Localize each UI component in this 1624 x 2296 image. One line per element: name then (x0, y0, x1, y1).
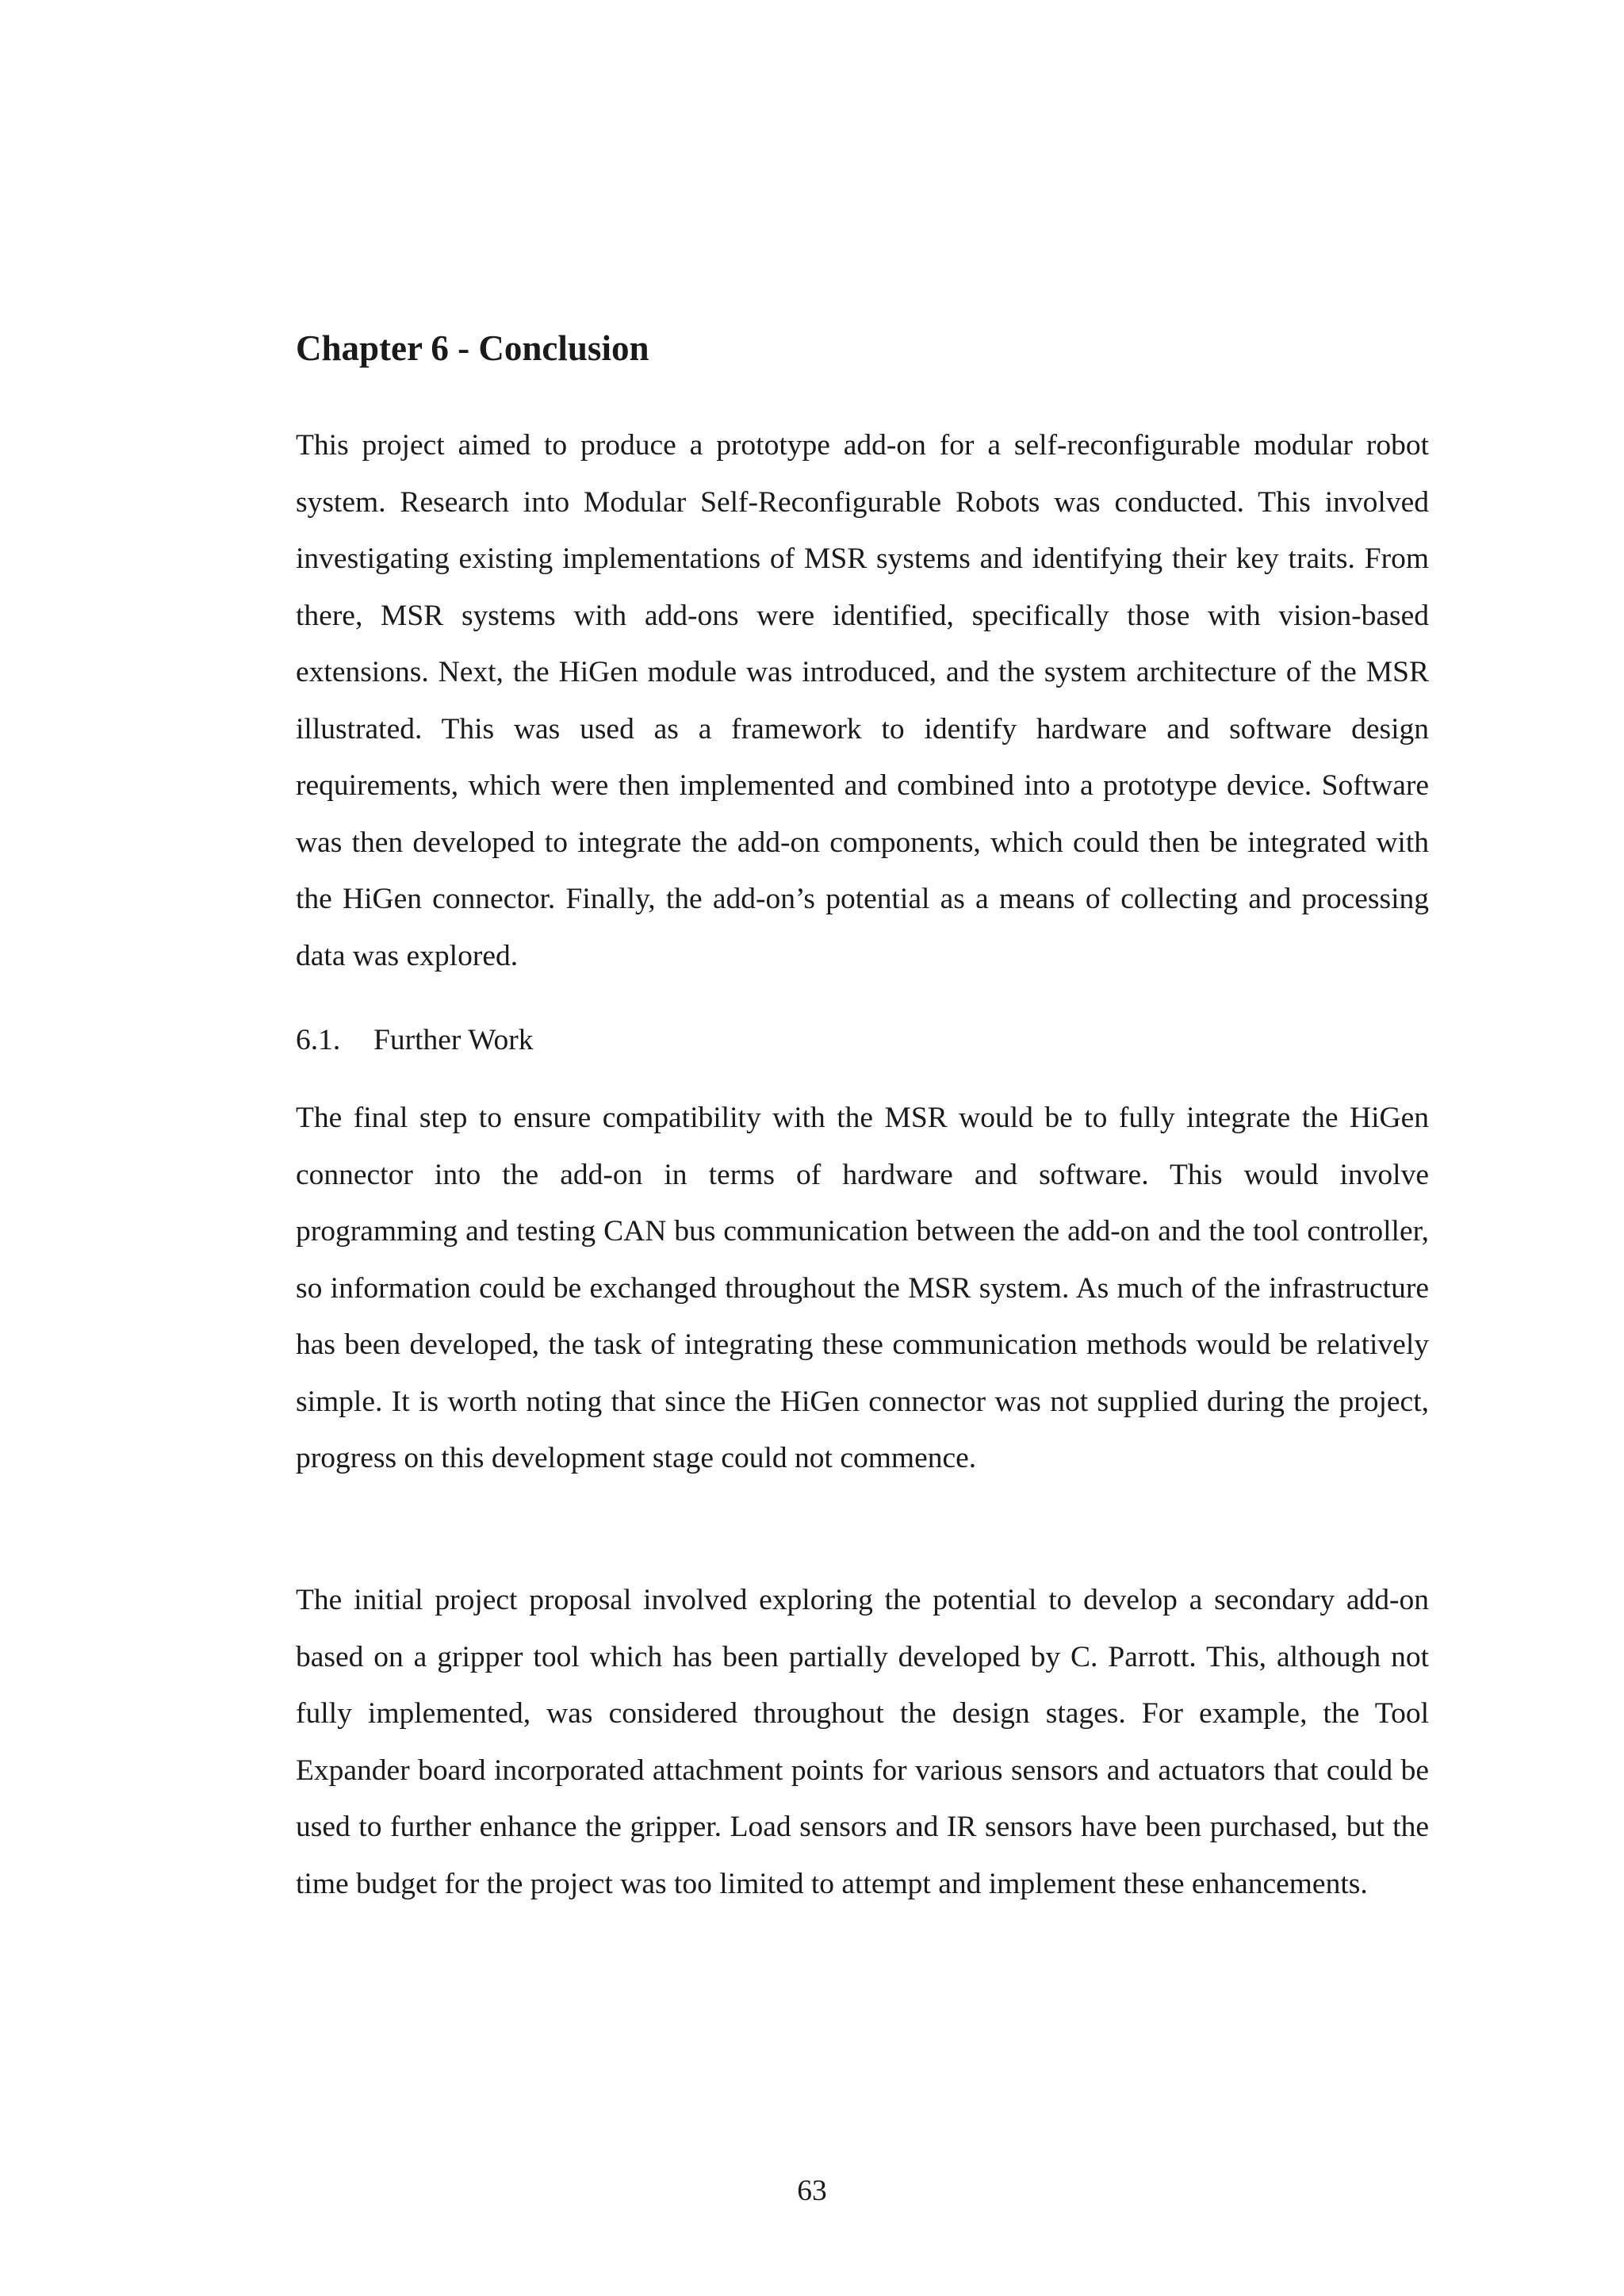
page-number: 63 (797, 2175, 827, 2207)
section-heading (296, 1022, 533, 1060)
further-work-paragraph-2: The initial project proposal involved exploring the potential to develop a secondary add-on based on a gripper tool which has been partially developed by C. Parrott. This, although not fully implemented, was considered throughout the design stages. For example, the Tool Expander board incorporated attachment points for various sensors and actuators that could be used to further enhance the gripper. Load sensors and IR sensors have been purchased, but the time budget for the project was too limited to attempt and implement these enhancements. (296, 1584, 1429, 1900)
further-work-paragraph-1: The final step to ensure compatibility with the MSR would be to fully integrate the HiGen connector into the add-on in terms of hardware and software. This would involve programming and testing CAN bus communication between the add-on and the tool controller, so information could be exchanged throughout the MSR system. As much of the infrastructure has been developed, the task of integrating these communication methods would be relatively simple. It is worth noting that since the HiGen connector was not supplied during the project, progress on this development stage could not commence. (296, 1102, 1429, 1474)
section-number: 6.1. (296, 1024, 341, 1056)
chapter-title: Chapter 6 - Conclusion (296, 328, 649, 368)
intro-paragraph: This project aimed to produce a prototype add-on for a self-reconfigurable modular robot system. Research into Modular Self-Reconfigurable Robots was conducted. This involved investigating existing implementations of MSR systems and identifying their key traits. From there, MSR systems with add-ons were identified, specifically those with vision-based extensions. Next, the HiGen module was introduced, and the system architecture of the MSR illustrated. This was used as a framework to identify hardware and software design requirements, which were then implemented and combined into a prototype device. Software was then developed to integrate the add-on components, which could then be integrated with the HiGen connector. Finally, the add-on’s potential as a means of collecting and processing data was explored. (296, 429, 1429, 972)
section-title: Further Work (373, 1024, 534, 1056)
